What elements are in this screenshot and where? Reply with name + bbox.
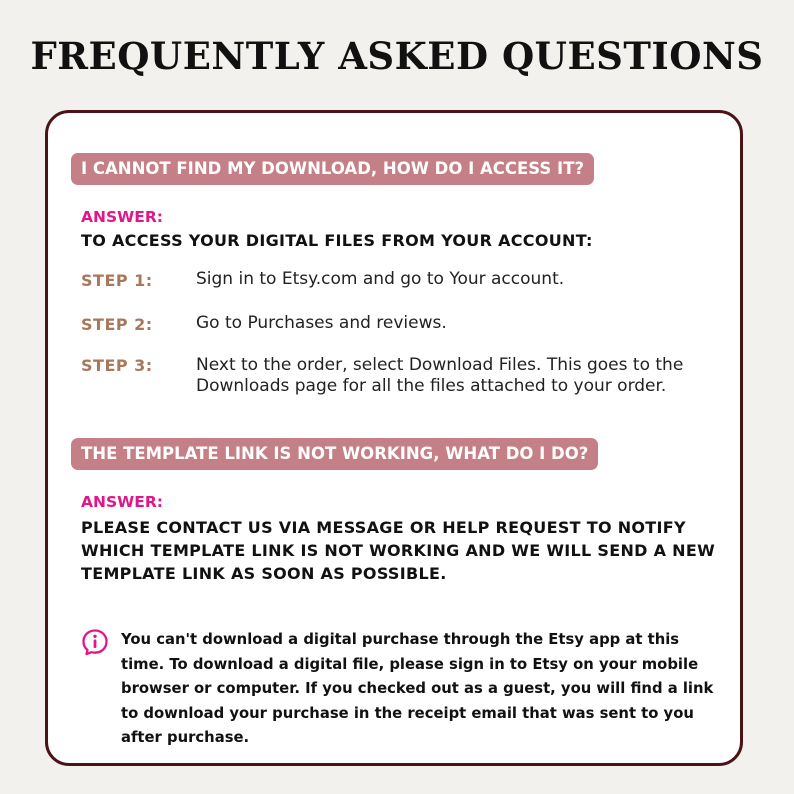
info-note: You can't download a digital purchase through the Etsy app at this time. To download a digital file, please sign in to Etsy on your mobile browser or computer. If you checked out as a guest, you will find a link to download your purchase in the receipt email that was sent to you after purchase. [121,631,714,746]
step-text-1: Sign in to Etsy.com and go to Your account. [196,269,565,289]
info-icon [81,628,109,656]
faq-answer-text-2: PLEASE CONTACT US VIA MESSAGE OR HELP REQUEST TO NOTIFY WHICH TEMPLATE LINK IS NOT WORKING AND WE WILL SEND A NEW TEMPLATE LINK AS SOON AS POSSIBLE. [81,518,716,583]
faq-answer-heading-1: TO ACCESS YOUR DIGITAL FILES FROM YOUR ACCOUNT: [81,231,593,250]
step-label-1: STEP 1: [81,271,153,290]
step-text-2: Go to Purchases and reviews. [196,313,447,333]
faq-question-2: THE TEMPLATE LINK IS NOT WORKING, WHAT DO I DO? [71,438,598,470]
faq-card [45,110,743,766]
faq-answer-label-1: ANSWER: [81,208,163,226]
step-label-2: STEP 2: [81,315,153,334]
step-label-3: STEP 3: [81,356,153,375]
page-title: FREQUENTLY ASKED QUESTIONS [30,34,764,78]
step-text-3: Next to the order, select Download Files. This goes to the Downloads page for all the files attached to your order. [196,355,684,396]
faq-answer-label-2: ANSWER: [81,493,163,511]
faq-question-1: I CANNOT FIND MY DOWNLOAD, HOW DO I ACCESS IT? [71,153,594,185]
